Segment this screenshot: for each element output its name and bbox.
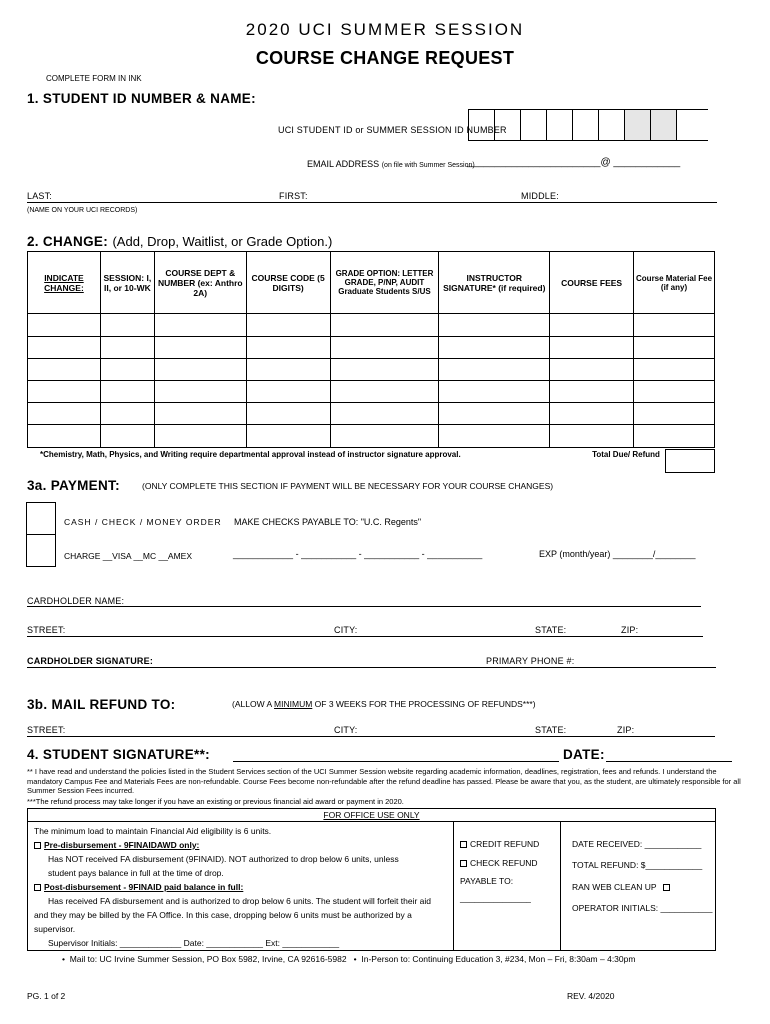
office-divider <box>453 821 454 951</box>
last-name-label: LAST: <box>27 191 53 201</box>
payable-note: MAKE CHECKS PAYABLE TO: "U.C. Regents" <box>234 517 422 527</box>
city-label: CITY: <box>334 625 358 635</box>
student-signature-line[interactable] <box>233 761 559 762</box>
change-table <box>27 251 715 448</box>
section3b-heading: 3b. MAIL REFUND TO: <box>27 697 176 712</box>
cardholder-signature-label: CARDHOLDER SIGNATURE: <box>27 656 154 666</box>
table-row[interactable] <box>28 381 715 403</box>
date-label: DATE: <box>563 747 605 762</box>
form-subtitle: COURSE CHANGE REQUEST <box>255 48 515 68</box>
policy-note: ** I have read and understand the policies listed in the Student Services section of the UCI Summer Session website regarding academic information, deadlines, registration, fees and refunds. I understand the mandatory Campus Fee and Materials Fees are non-refundable. Course Fees become non-refundable after the refund deadline has passed. Please be aware that you, as the student, are ultimately responsible for all Summer Session Fees incurred. <box>27 767 741 795</box>
col-material-fee: Course Material Fee (if any) <box>634 252 715 314</box>
total-due-label: Total Due/ Refund <box>592 450 660 459</box>
zip-label: ZIP: <box>621 625 639 635</box>
bullet-icon: • <box>62 954 65 964</box>
col-course-fees: COURSE FEES <box>550 252 634 314</box>
payment-note: (ONLY COMPLETE THIS SECTION IF PAYMENT WILL BE NECESSARY FOR YOUR COURSE CHANGES) <box>142 481 554 491</box>
col-session: SESSION: I, II, or 10-WK <box>100 252 154 314</box>
col-course-dept: COURSE DEPT & NUMBER (ex: Anthro 2A) <box>154 252 246 314</box>
pre-disbursement-title: Pre-disbursement - 9FINAIDAWD only: <box>34 840 199 850</box>
section1-heading: 1. STUDENT ID NUMBER & NAME: <box>27 91 256 106</box>
table-row[interactable] <box>28 359 715 381</box>
charge-option-label: CHARGE __VISA __MC __AMEX <box>64 551 193 561</box>
name-note: (NAME ON YOUR UCI RECORDS) <box>27 207 138 214</box>
check-refund-option[interactable]: CHECK REFUND <box>460 858 538 868</box>
col-instructor-signature: INSTRUCTOR SIGNATURE* (if required) <box>439 252 550 314</box>
bullet-icon: • <box>353 954 357 964</box>
post-disbursement-text: Has received FA disbursement and is authorized to drop below 6 units. The student will forfeit their aid <box>48 896 432 906</box>
table-row[interactable] <box>28 403 715 425</box>
ran-web-cleanup-option[interactable]: RAN WEB CLEAN UP <box>572 882 673 892</box>
table-row[interactable] <box>28 337 715 359</box>
supervisor-initials-field[interactable]: Supervisor Initials: _____________ Date: ____________ Ext: ____________ <box>48 938 340 948</box>
min-load-text: The minimum load to maintain Financial Aid eligibility is 6 units. <box>34 826 272 836</box>
office-divider <box>560 821 561 951</box>
street-label: STREET: <box>27 625 66 635</box>
refund-address-line[interactable] <box>27 736 715 737</box>
date-received-field[interactable]: DATE RECEIVED: ____________ <box>572 839 702 849</box>
email-field[interactable]: ________________________@ ____________ <box>467 157 681 168</box>
post-disbursement-text: supervisor. <box>34 924 76 934</box>
section4-heading: 4. STUDENT SIGNATURE**: <box>27 747 210 762</box>
page-number: PG. 1 of 2 <box>27 991 66 1001</box>
id-label: UCI STUDENT ID or SUMMER SESSION ID NUMBER <box>278 125 507 135</box>
col-course-code: COURSE CODE (5 DIGITS) <box>246 252 330 314</box>
col-indicate-change: INDICATE CHANGE: <box>28 252 101 314</box>
street-line[interactable] <box>27 636 703 637</box>
signature-line[interactable] <box>27 667 716 668</box>
refund-process-note: ***The refund process may take longer if you have an existing or previous financial aid award or payment in 2020. <box>27 797 404 806</box>
total-due-field[interactable] <box>665 449 715 473</box>
form-title: 2020 UCI SUMMER SESSION <box>245 20 525 39</box>
total-refund-field[interactable]: TOTAL REFUND: $____________ <box>572 860 703 870</box>
cardholder-name-label: CARDHOLDER NAME: <box>27 596 125 606</box>
office-use-title: FOR OFFICE USE ONLY <box>323 810 420 820</box>
id-number-boxes[interactable] <box>468 109 708 141</box>
date-line[interactable] <box>606 761 732 762</box>
payable-to-field[interactable]: _______________ <box>460 893 531 903</box>
refund-city-label: CITY: <box>334 725 358 735</box>
primary-phone-label: PRIMARY PHONE #: <box>486 656 575 666</box>
mail-instructions: • Mail to: UC Irvine Summer Session, PO Box 5982, Irvine, CA 92616-5982 • In-Person to: Continuing Education 3, #234, Mon – Fri, 8:30am – 4:30pm <box>62 954 636 964</box>
refund-street-label: STREET: <box>27 725 66 735</box>
refund-zip-label: ZIP: <box>617 725 635 735</box>
middle-name-label: MIDDLE: <box>521 191 559 201</box>
email-label: EMAIL ADDRESS (on file with Summer Session) <box>307 159 475 169</box>
refund-note: (ALLOW A MINIMUM OF 3 WEEKS FOR THE PROCESSING OF REFUNDS***) <box>232 699 536 709</box>
refund-state-label: STATE: <box>535 725 567 735</box>
operator-initials-field[interactable]: OPERATOR INITIALS: ___________ <box>572 903 713 913</box>
credit-refund-option[interactable]: CREDIT REFUND <box>460 839 539 849</box>
cash-option-label: CASH / CHECK / MONEY ORDER <box>64 517 222 527</box>
table-row[interactable] <box>28 314 715 337</box>
first-name-label: FIRST: <box>279 191 308 201</box>
card-number-field[interactable]: ____________ - ___________ - ___________ - ___________ <box>233 549 483 559</box>
section3a-heading: 3a. PAYMENT: <box>27 478 120 493</box>
table-row[interactable] <box>28 425 715 448</box>
revision: REV. 4/2020 <box>567 991 615 1001</box>
ink-note: COMPLETE FORM IN INK <box>46 74 142 83</box>
name-line[interactable] <box>27 202 717 203</box>
cardholder-name-line[interactable] <box>27 606 701 607</box>
cash-check-checkbox[interactable] <box>26 502 56 535</box>
pre-disbursement-text: student pays balance in full at the time of drop. <box>48 868 224 878</box>
expiration-field[interactable]: EXP (month/year) ________/________ <box>539 549 696 559</box>
section2-heading: 2. CHANGE: (Add, Drop, Waitlist, or Grade Option.) <box>27 234 333 249</box>
post-disbursement-text: and they may be billed by the FA Office. In this case, dropping below 6 units must be authorized by a <box>34 910 412 920</box>
state-label: STATE: <box>535 625 567 635</box>
charge-checkbox[interactable] <box>26 534 56 567</box>
pre-disbursement-text: Has NOT received FA disbursement (9FINAID). NOT authorized to drop below 6 units, unless <box>48 854 399 864</box>
office-title-divider <box>27 821 716 822</box>
approval-footnote: *Chemistry, Math, Physics, and Writing require departmental approval instead of instructor signature approval. <box>40 450 461 459</box>
col-grade-option: GRADE OPTION: LETTER GRADE, P/NP, AUDIT Graduate Students S/US <box>330 252 439 314</box>
payable-to-label: PAYABLE TO: <box>460 876 514 886</box>
post-disbursement-title: Post-disbursement - 9FINAID paid balance in full: <box>34 882 243 892</box>
